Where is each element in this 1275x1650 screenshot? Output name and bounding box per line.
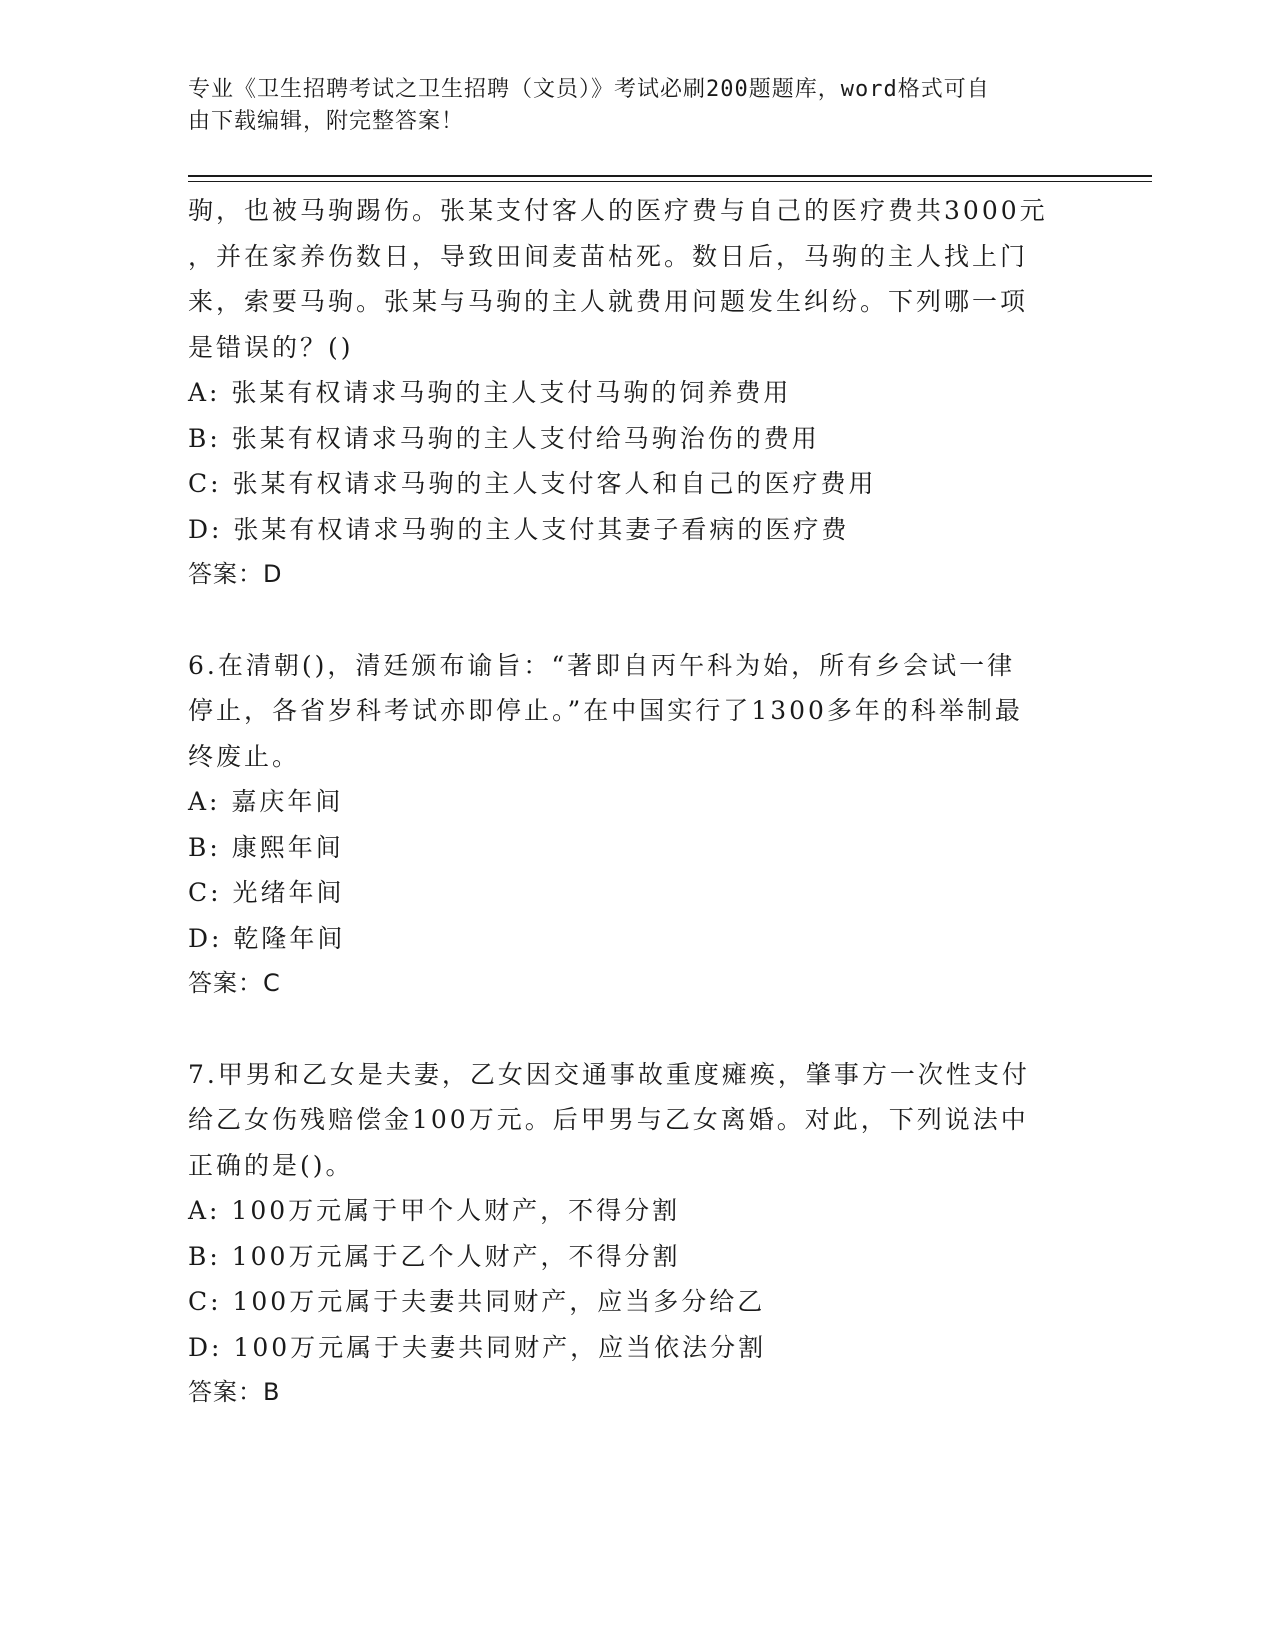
answer: 答案：B — [188, 1378, 281, 1406]
header-divider-thin — [188, 181, 1152, 182]
header-line-2: 由下载编辑，附完整答案！ — [188, 109, 465, 134]
option-a: A: 张某有权请求马驹的主人支付马驹的饲养费用 — [188, 378, 792, 407]
option-d: D: 张某有权请求马驹的主人支付其妻子看病的医疗费 — [188, 514, 850, 544]
option-a: A: 100万元属于甲个人财产，不得分割 — [188, 1196, 681, 1225]
question-5 — [188, 188, 1088, 598]
option-d: D: 乾隆年间 — [188, 923, 346, 953]
question-text-line: ，并在家养伤数日，导致田间麦苗枯死。数日后，马驹的主人找上门 — [188, 241, 1029, 271]
question-7 — [188, 1052, 1088, 1416]
question-text-line: 是错误的？() — [188, 332, 354, 362]
answer: 答案：D — [188, 560, 283, 588]
option-c: C: 100万元属于夫妻共同财产，应当多分给乙 — [188, 1287, 766, 1316]
option-b: B: 100万元属于乙个人财产，不得分割 — [188, 1241, 681, 1271]
question-text-line: 7.甲男和乙女是夫妻，乙女因交通事故重度瘫痪，肇事方一次性支付 — [188, 1059, 1030, 1089]
header-divider-thick — [188, 175, 1152, 177]
document-body — [188, 188, 1088, 1416]
option-c: C: 张某有权请求马驹的主人支付客人和自己的医疗费用 — [188, 469, 877, 498]
option-b: B: 张某有权请求马驹的主人支付给马驹治伤的费用 — [188, 423, 820, 453]
question-text-line: 正确的是()。 — [188, 1150, 354, 1180]
spacer — [188, 1007, 1088, 1052]
option-b: B: 康熙年间 — [188, 832, 344, 862]
document-header — [188, 74, 1068, 138]
question-6 — [188, 643, 1088, 1007]
question-text-line: 来，索要马驹。张某与马驹的主人就费用问题发生纠纷。下列哪一项 — [188, 287, 1029, 316]
option-a: A: 嘉庆年间 — [188, 787, 344, 816]
question-text-line: 给乙女伤残赔偿金100万元。后甲男与乙女离婚。对此，下列说法中 — [188, 1105, 1029, 1134]
header-line-1: 专业《卫生招聘考试之卫生招聘（文员）》考试必刷200题题库，word格式可自 — [188, 77, 990, 102]
option-d: D: 100万元属于夫妻共同财产，应当依法分割 — [188, 1332, 767, 1362]
question-text-line: 驹，也被马驹踢伤。张某支付客人的医疗费与自己的医疗费共3000元 — [188, 196, 1048, 225]
question-text-line: 停止，各省岁科考试亦即停止。”在中国实行了1300多年的科举制最 — [188, 696, 1023, 725]
question-text-line: 终废止。 — [188, 741, 301, 771]
option-c: C: 光绪年间 — [188, 878, 345, 907]
spacer — [188, 598, 1088, 643]
answer: 答案：C — [188, 969, 281, 997]
question-text-line: 6.在清朝()，清廷颁布谕旨：“著即自丙午科为始，所有乡会试一律 — [188, 650, 1016, 680]
